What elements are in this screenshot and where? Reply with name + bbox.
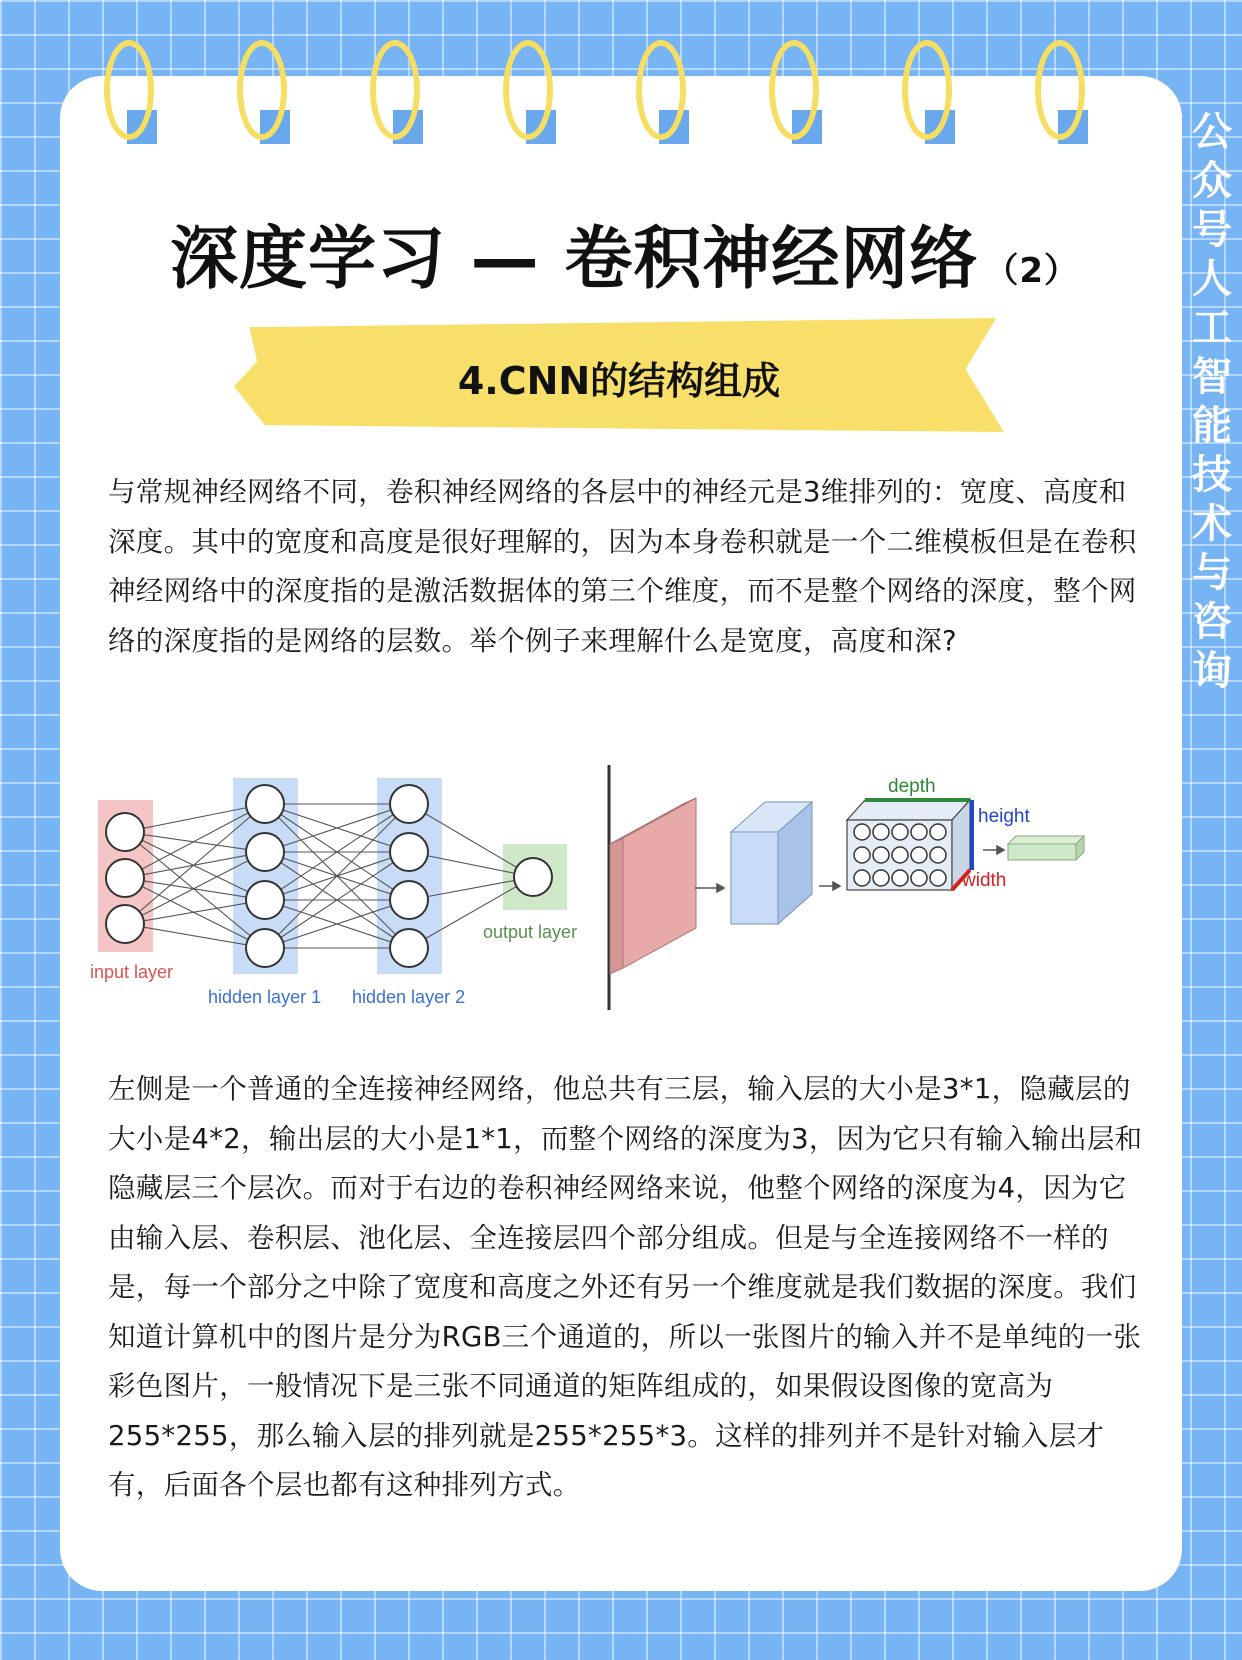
hidden1-neuron xyxy=(246,785,284,823)
arrow-1 xyxy=(695,884,724,892)
hidden-layer-1-label: hidden layer 1 xyxy=(208,987,322,1007)
page-title xyxy=(170,205,1079,302)
arrow-2 xyxy=(819,882,840,890)
input-layer-label: input layer xyxy=(90,962,174,982)
binder-ring xyxy=(902,40,952,140)
binder-ring xyxy=(370,40,420,140)
depth-label: depth xyxy=(888,776,936,797)
side-channel-label: 公众号 人工智能技术与咨询 xyxy=(1192,109,1232,694)
conv-volume xyxy=(731,802,812,924)
binder-ring xyxy=(503,40,553,140)
height-label: height xyxy=(978,806,1030,827)
page-title-suffix: （2） xyxy=(984,251,1080,291)
hidden1-neuron xyxy=(246,929,284,967)
intro-paragraph: 与常规神经网络不同，卷积神经网络的各层中的神经元是3维排列的：宽度、高度和深度。其中的宽度和高度是很好理解的，因为本身卷积就是一个二维模板但是在卷积神经网络中的深度指的是激活数据体的第三个维度，而不是整个网络的深度，整个网络的深度指的是网络的层数。举个例子来理解什么是宽度，高度和深? xyxy=(108,476,1137,657)
hidden1-neuron xyxy=(246,833,284,871)
hidden2-neuron xyxy=(390,929,428,967)
output-volume xyxy=(1008,836,1084,860)
input-neuron xyxy=(106,859,144,897)
input-neuron xyxy=(106,813,144,851)
page-title-main: 深度学习 — 卷积神经网络 xyxy=(170,220,979,299)
binder-ring xyxy=(104,40,154,140)
hidden2-neuron xyxy=(390,881,428,919)
hidden1-neuron xyxy=(246,881,284,919)
binder-ring xyxy=(769,40,819,140)
section-heading: 4.CNN的结构组成 xyxy=(457,359,781,403)
width-label: width xyxy=(962,870,1007,891)
input-neuron xyxy=(106,905,144,943)
arrow-3 xyxy=(983,846,1004,854)
hidden2-neuron xyxy=(390,785,428,823)
neuron-volume xyxy=(847,800,972,890)
output-neuron xyxy=(514,858,552,896)
explanation-paragraph: 左侧是一个普通的全连接神经网络，他总共有三层，输入层的大小是3*1，隐藏层的大小是4*2，输出层的大小是1*1，而整个网络的深度为3，因为它只有输入输出层和隐藏层三个层次。而对于右边的卷积神经网络来说，他整个网络的深度为4，因为它由输入层、卷积层、池化层、全连接层四个部分组成。但是与全连接网络不一样的是，每一个部分之中除了宽度和高度之外还有另一个维度就是我们数据的深度。我们知道计算机中的图片是分为RGB三个通道的，所以一张图片的输入并不是单纯的一张彩色图片，一般情况下是三张不同通道的矩阵组成的，如果假设图像的宽高为255*255，那么输入层的排列就是255*255*3。这样的排列并不是针对输入层才有，后面各个层也都有这种排列方式。 xyxy=(108,1073,1143,1501)
output-layer-label: output layer xyxy=(483,922,578,942)
hidden2-neuron xyxy=(390,833,428,871)
hidden-layer-2-label: hidden layer 2 xyxy=(352,987,466,1007)
binder-ring xyxy=(1035,40,1085,140)
network-comparison-figure xyxy=(90,760,1170,1020)
binder-ring xyxy=(237,40,287,140)
binder-ring xyxy=(636,40,686,140)
input-volume xyxy=(610,798,696,974)
network-connections xyxy=(125,804,533,948)
